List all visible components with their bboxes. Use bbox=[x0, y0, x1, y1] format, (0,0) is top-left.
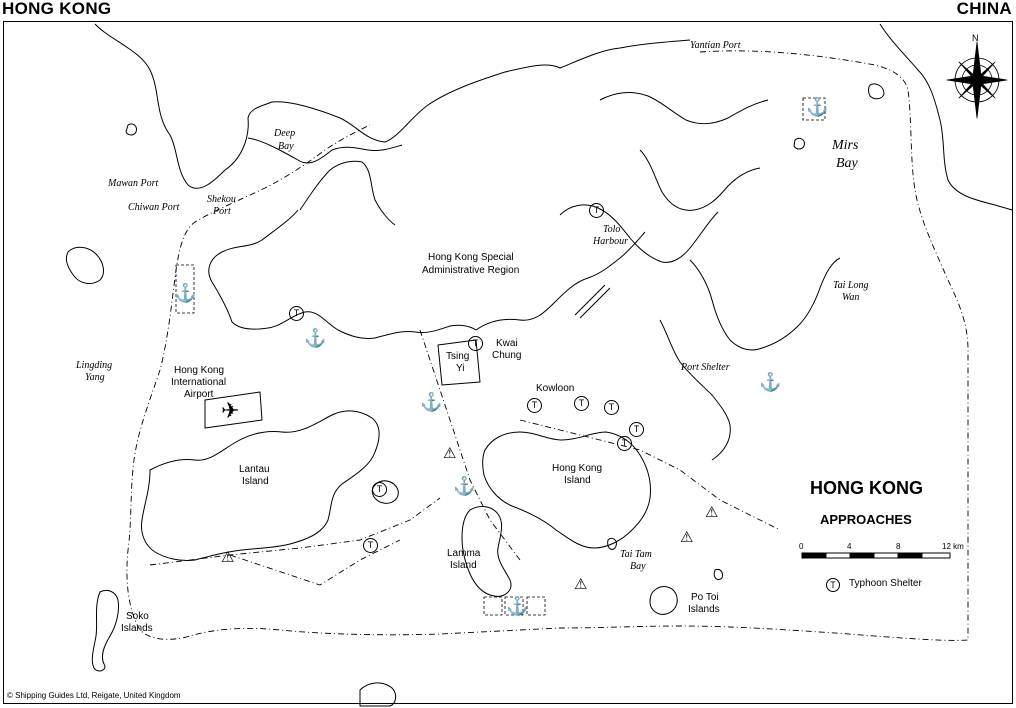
label-lamma-line2: Island bbox=[450, 560, 477, 571]
warning-icon: ⚠ bbox=[680, 529, 694, 546]
typhoon-shelter-icon: T bbox=[289, 306, 304, 321]
map-title: HONG KONG bbox=[810, 478, 924, 498]
label-deep-bay-line1: Deep bbox=[274, 128, 296, 139]
label-tai-long-wan-line2: Wan bbox=[842, 292, 860, 303]
typhoon-shelter-icon: T bbox=[363, 538, 378, 553]
tolo-shore bbox=[560, 205, 718, 262]
label-lingding-yang-line2: Yang bbox=[85, 372, 105, 383]
label-tolo-harbour-line2: Harbour bbox=[593, 236, 629, 247]
typhoon-shelter-icon: T bbox=[629, 422, 644, 437]
anchorage-box-lamma-1 bbox=[484, 597, 502, 615]
label-port-shelter: Port Shelter bbox=[681, 362, 730, 373]
warning-icon: ⚠ bbox=[443, 445, 457, 462]
label-yantian-port: Yantian Port bbox=[690, 40, 741, 51]
approach-channel-1 bbox=[420, 330, 520, 560]
scale-tick-4: 4 bbox=[847, 542, 852, 551]
label-tsing-yi-line1: Tsing bbox=[446, 351, 470, 362]
label-lantau-line2: Island bbox=[242, 476, 269, 487]
island-b bbox=[794, 138, 804, 149]
anchorage-box-lamma-3 bbox=[527, 597, 545, 615]
warning-icon: ⚠ bbox=[221, 549, 235, 566]
island-c bbox=[869, 84, 885, 99]
typhoon-shelter-icon: T bbox=[574, 396, 589, 411]
anchor-icon: ⚓ bbox=[759, 372, 782, 392]
warning-icon: ⚠ bbox=[705, 504, 719, 521]
compass-north-label: N bbox=[972, 33, 979, 43]
label-po-toi-line2: Islands bbox=[688, 604, 720, 615]
scale-tick-0: 0 bbox=[799, 542, 804, 551]
scale-tick-12: 12 km bbox=[942, 542, 964, 551]
label-shekou-port-line2: Port bbox=[213, 206, 231, 217]
label-shekou-port-line1: Shekou bbox=[207, 194, 236, 205]
approach-channel-4 bbox=[520, 420, 780, 530]
label-hksar-line1: Hong Kong Special bbox=[428, 252, 514, 263]
clearwater-coast bbox=[660, 320, 730, 460]
label-tsing-yi-line2: Yi bbox=[456, 363, 465, 374]
anchor-icon: ⚓ bbox=[174, 283, 197, 303]
label-lamma-line1: Lamma bbox=[447, 548, 481, 559]
label-lantau-line1: Lantau bbox=[239, 464, 270, 475]
china-east-coast bbox=[880, 24, 1013, 210]
nt-inner-coast bbox=[300, 161, 395, 225]
label-lingding-yang-line1: Lingding bbox=[76, 360, 113, 371]
label-po-toi-line1: Po Toi bbox=[691, 592, 719, 603]
ne-coast-2 bbox=[640, 150, 760, 210]
anchor-icon: ⚓ bbox=[453, 476, 476, 496]
label-tai-tam-bay-line2: Bay bbox=[630, 561, 646, 572]
typhoon-shelter-icon: T bbox=[468, 336, 483, 351]
label-hk-island-line2: Island bbox=[564, 475, 591, 486]
label-hksar-line2: Administrative Region bbox=[422, 265, 520, 276]
anchor-icon: ⚓ bbox=[420, 392, 443, 412]
label-kowloon: Kowloon bbox=[536, 383, 575, 394]
typhoon-shelter-icon: T bbox=[589, 203, 604, 218]
label-airport-line3: Airport bbox=[184, 389, 214, 400]
bottom-island bbox=[360, 683, 396, 706]
label-mirs-bay-line2: Bay bbox=[836, 156, 858, 171]
label-soko-line1: Soko bbox=[126, 611, 149, 622]
label-deep-bay-line2: Bay bbox=[278, 141, 294, 152]
label-airport-line1: Hong Kong bbox=[174, 365, 225, 376]
typhoon-shelter-icon: T bbox=[604, 400, 619, 415]
label-airport-line2: International bbox=[171, 377, 227, 388]
airplane-icon: ✈ bbox=[221, 398, 240, 423]
anchor-icon: ⚓ bbox=[304, 328, 327, 348]
typhoon-shelter-icon: T bbox=[617, 436, 632, 451]
mainland-coastline bbox=[95, 24, 690, 188]
map-subtitle: APPROACHES bbox=[820, 512, 912, 527]
legend-typhoon-shelter-label: Typhoon Shelter bbox=[849, 578, 922, 589]
island-d bbox=[714, 569, 722, 579]
scale-tick-8: 8 bbox=[896, 542, 901, 551]
label-kwai-chung-line2: Chung bbox=[492, 350, 522, 361]
legend-typhoon-shelter-icon: T bbox=[826, 578, 840, 592]
label-soko-line2: Islands bbox=[121, 623, 153, 634]
label-chiwan-port: Chiwan Port bbox=[128, 202, 180, 213]
label-tai-long-wan-line1: Tai Long bbox=[833, 280, 869, 291]
typhoon-shelter-icon: T bbox=[527, 398, 542, 413]
label-kwai-chung-line1: Kwai bbox=[496, 338, 518, 349]
warning-icon: ⚠ bbox=[574, 576, 588, 593]
header-hong-kong: HONG KONG bbox=[2, 0, 112, 18]
soko-islands bbox=[92, 590, 118, 671]
header-china: CHINA bbox=[956, 0, 1012, 18]
label-hk-island-line1: Hong Kong bbox=[552, 463, 603, 474]
ne-shore bbox=[600, 93, 768, 124]
scale-bar bbox=[802, 553, 950, 558]
label-mirs-bay-line1: Mirs bbox=[832, 138, 859, 153]
island-a bbox=[126, 124, 136, 135]
tolo-channel bbox=[575, 285, 610, 318]
typhoon-shelter-icon: T bbox=[372, 482, 387, 497]
copyright-text: © Shipping Guides Ltd, Reigate, United Kingdom bbox=[7, 691, 181, 700]
label-tolo-harbour-line1: Tolo bbox=[603, 224, 621, 235]
anchor-icon: ⚓ bbox=[506, 596, 529, 616]
approach-channel-2 bbox=[150, 498, 440, 565]
po-toi-islands bbox=[650, 587, 677, 615]
sai-kung-coast bbox=[690, 258, 840, 350]
small-island-1 bbox=[66, 247, 103, 283]
label-mawan-port: Mawan Port bbox=[108, 178, 159, 189]
anchor-icon: ⚓ bbox=[806, 97, 829, 117]
compass-rose-icon bbox=[947, 42, 1007, 118]
label-tai-tam-bay-line1: Tai Tam bbox=[620, 549, 652, 560]
